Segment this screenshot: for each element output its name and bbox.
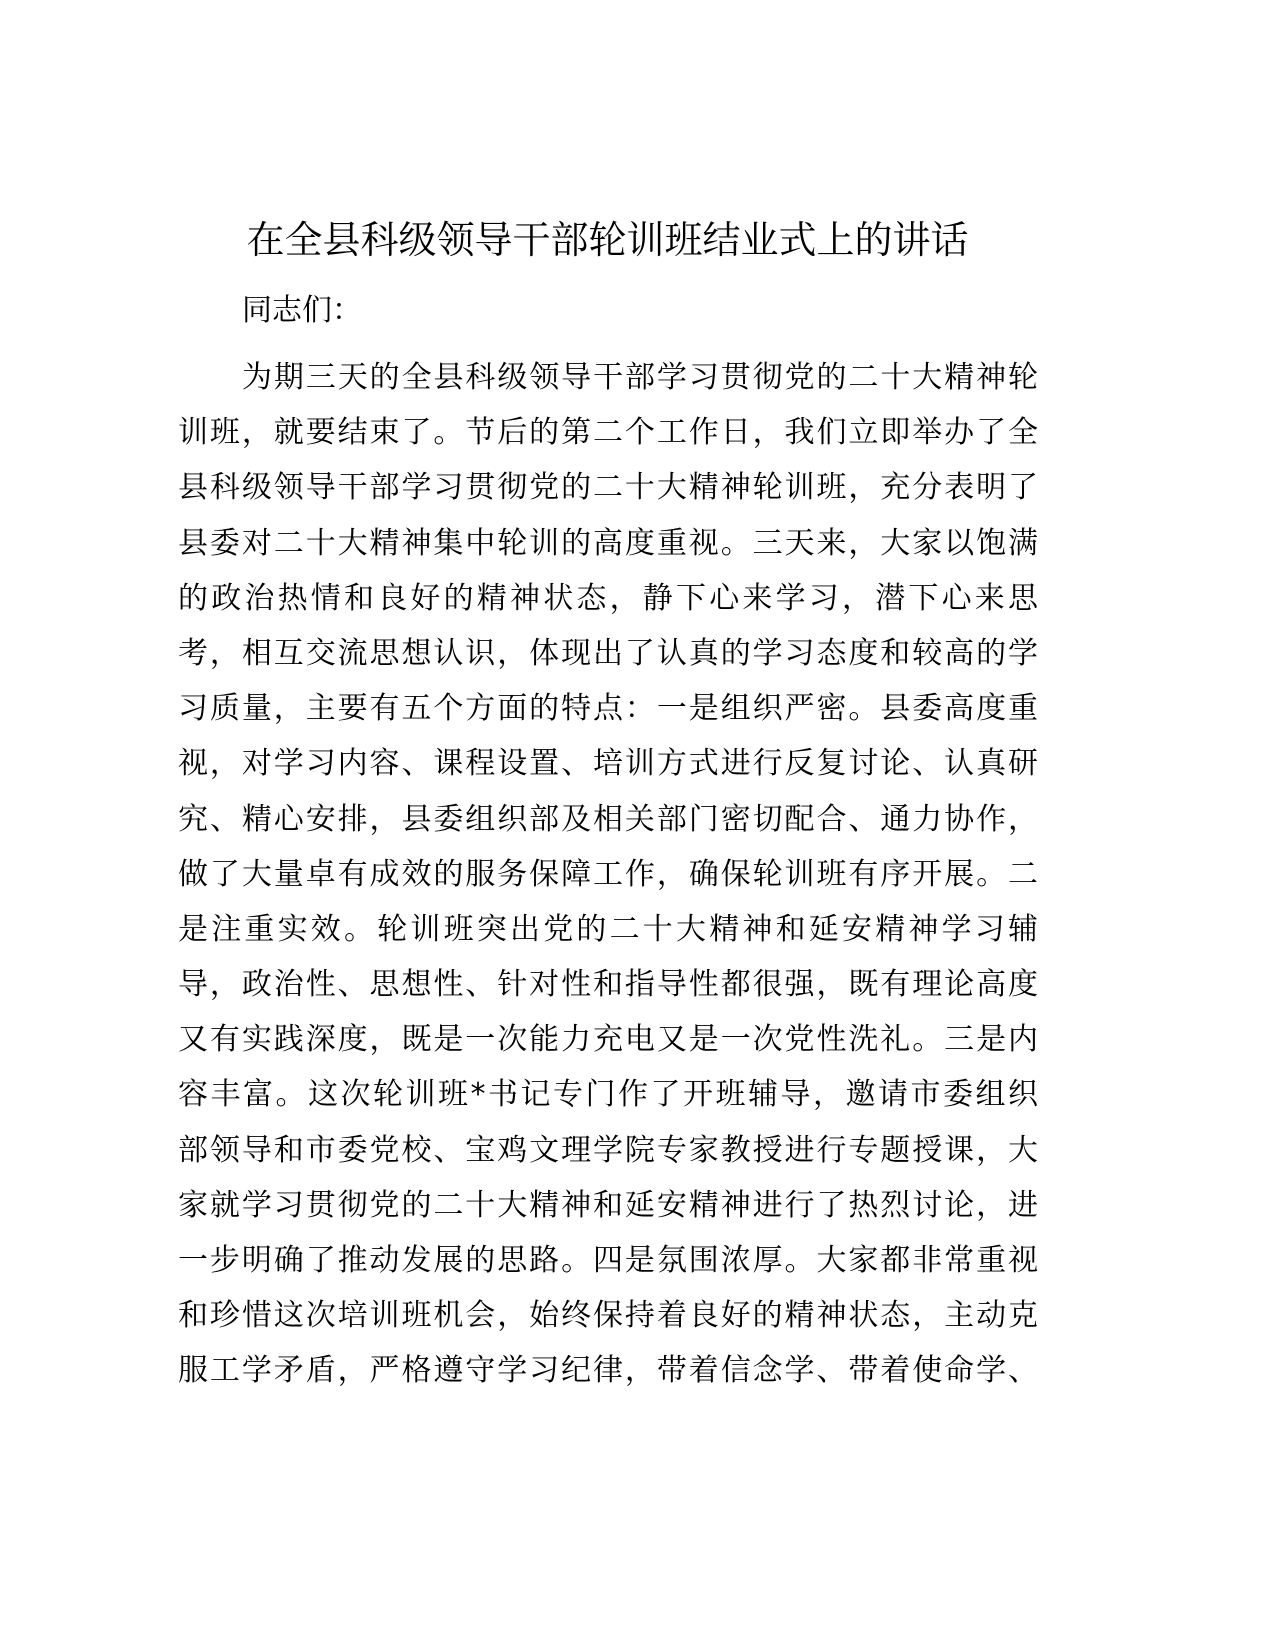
paragraph-line: 究、精心安排，县委组织部及相关部门密切配合、通力协作， (178, 801, 1038, 837)
paragraph-line: 训班，就要结束了。节后的第二个工作日，我们立即举办了全 (178, 415, 1038, 451)
paragraph-line: 视，对学习内容、课程设置、培训方式进行反复讨论、认真研 (178, 746, 1038, 782)
paragraph-line: 是注重实效。轮训班突出党的二十大精神和延安精神学习辅 (178, 911, 1038, 947)
paragraph-line: 家就学习贯彻党的二十大精神和延安精神进行了热烈讨论，进 (178, 1187, 1038, 1223)
document-title: 在全县科级领导干部轮训班结业式上的讲话 (246, 218, 969, 262)
paragraph-line: 县委对二十大精神集中轮训的高度重视。三天来，大家以饱满 (178, 525, 1038, 561)
paragraph-line: 一步明确了推动发展的思路。四是氛围浓厚。大家都非常重视 (178, 1243, 1038, 1278)
paragraph-line: 导，政治性、思想性、针对性和指导性都很强，既有理论高度 (178, 967, 1038, 1003)
paragraph-line: 又有实践深度，既是一次能力充电又是一次党性洗礼。三是内 (178, 1022, 1038, 1058)
paragraph-line: 容丰富。这次轮训班*书记专门作了开班辅导，邀请市委组织 (178, 1077, 1038, 1113)
body-paragraph (178, 350, 1038, 1399)
paragraph-line: 习质量，主要有五个方面的特点：一是组织严密。县委高度重 (178, 691, 1038, 727)
paragraph-line: 和珍惜这次培训班机会，始终保持着良好的精神状态，主动克 (178, 1298, 1038, 1334)
salutation: 同志们： (242, 293, 362, 328)
paragraph-line: 部领导和市委党校、宝鸡文理学院专家教授进行专题授课，大 (178, 1132, 1038, 1168)
paragraph-line: 县科级领导干部学习贯彻党的二十大精神轮训班，充分表明了 (178, 470, 1038, 506)
paragraph-line: 考，相互交流思想认识，体现出了认真的学习态度和较高的学 (178, 635, 1038, 671)
paragraph-line: 做了大量卓有成效的服务保障工作，确保轮训班有序开展。二 (178, 856, 1038, 892)
paragraph-line: 服工学矛盾，严格遵守学习纪律，带着信念学、带着使命学、 (178, 1353, 1038, 1389)
paragraph-line: 的政治热情和良好的精神状态，静下心来学习，潜下心来思 (178, 580, 1038, 616)
paragraph-line: 为期三天的全县科级领导干部学习贯彻党的二十大精神轮 (242, 360, 1038, 395)
